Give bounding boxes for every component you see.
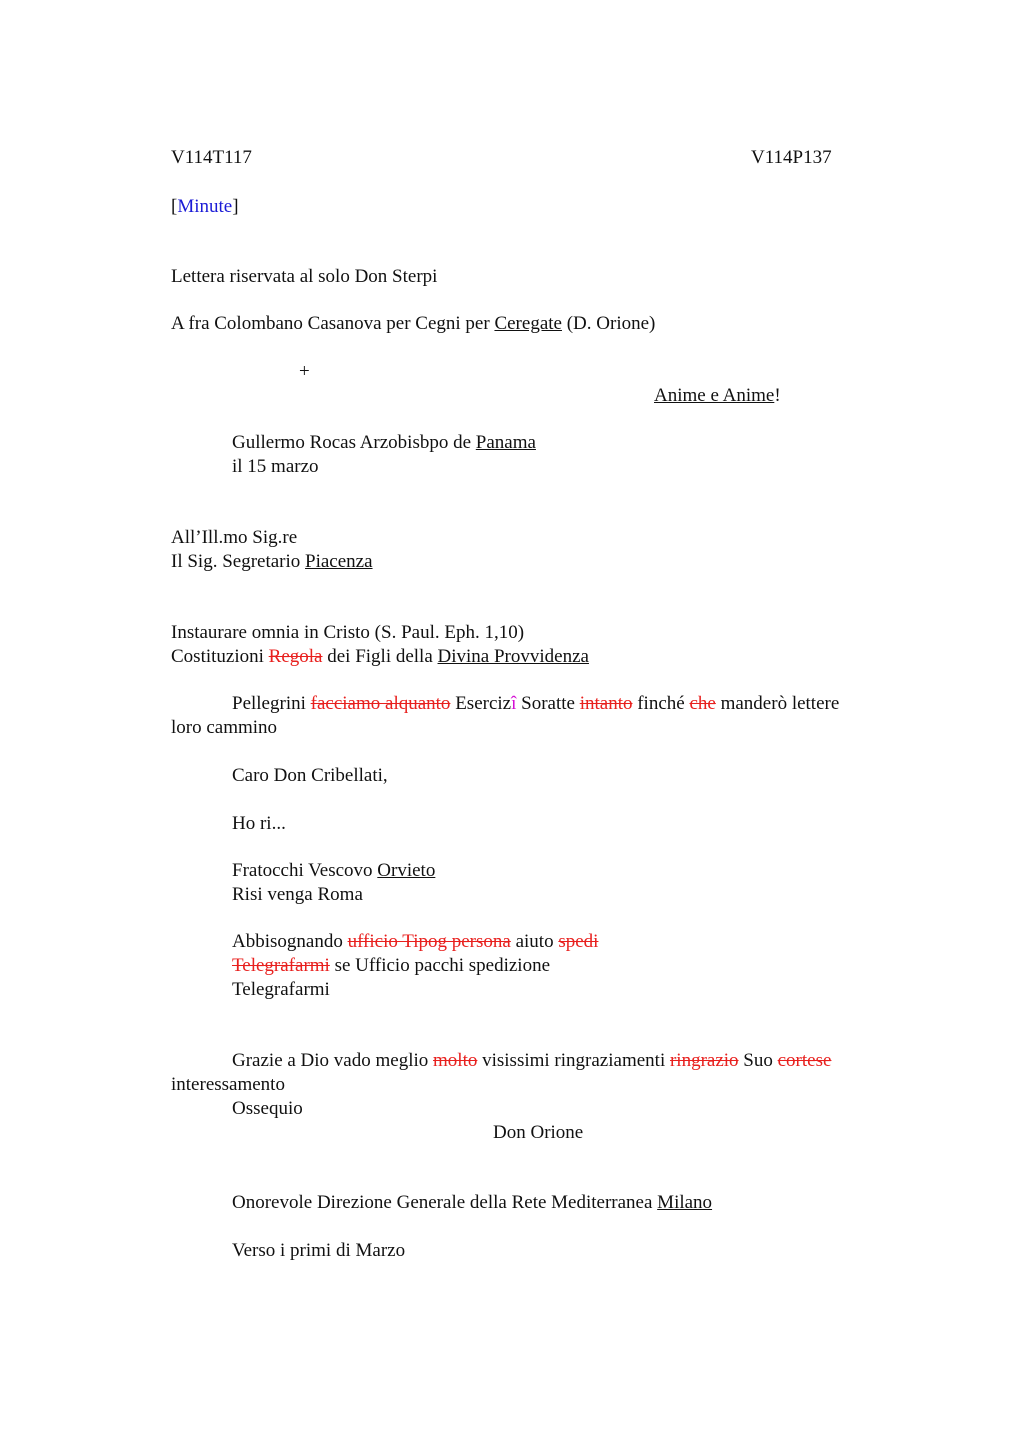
signature: Don Orione — [493, 1122, 584, 1143]
line-onorevole: Onorevole Direzione Generale della Rete Mediterranea Milano — [232, 1192, 713, 1213]
line-anime: Anime e Anime! — [654, 385, 781, 406]
line-risi: Risi venga Roma — [232, 884, 363, 905]
place-orvieto: Orvieto — [377, 860, 436, 881]
line-colombano: A fra Colombano Casanova per Cegni per Ceregate (D. Orione) — [171, 313, 656, 334]
line-pellegrini-cont: loro cammino — [171, 717, 278, 738]
line-costituzioni: Costituzioni Regola dei Figli della Divina Provvidenza — [171, 646, 589, 667]
line-verso: Verso i primi di Marzo — [232, 1240, 406, 1261]
header-right-code: V114P137 — [751, 147, 832, 168]
minute-link[interactable]: Minute — [177, 196, 233, 217]
line-grazie: Grazie a Dio vado meglio molto visissimi ringraziamenti ringrazio Suo cortese — [232, 1050, 832, 1071]
line-grazie-cont: interessamento — [171, 1074, 285, 1095]
line-telegrafarmi-1: Telegrafarmi se Ufficio pacchi spedizione — [232, 955, 551, 976]
line-gullermo: Gullermo Rocas Arzobisbpo de Panama — [232, 432, 536, 453]
place-piacenza: Piacenza — [305, 551, 373, 572]
cross-mark: + — [299, 361, 310, 382]
line-caro: Caro Don Cribellati, — [232, 765, 388, 786]
line-segretario: Il Sig. Segretario Piacenza — [171, 551, 373, 572]
line-ossequio: Ossequio — [232, 1098, 303, 1119]
place-ceregate: Ceregate — [494, 313, 562, 334]
line-telegrafarmi-2: Telegrafarmi — [232, 979, 330, 1000]
place-panama: Panama — [475, 432, 536, 453]
line-fratocchi: Fratocchi Vescovo Orvieto — [232, 860, 436, 881]
line-date: il 15 marzo — [232, 456, 319, 477]
place-milano: Milano — [657, 1192, 713, 1213]
line-ill: All’Ill.mo Sig.re — [171, 527, 298, 548]
line-riservata: Lettera riservata al solo Don Sterpi — [171, 266, 438, 287]
line-hori: Ho ri... — [232, 813, 286, 834]
line-instaurare: Instaurare omnia in Cristo (S. Paul. Eph. 1,10) — [171, 622, 525, 643]
header-left-code: V114T117 — [171, 147, 252, 168]
minute-tag: [Minute] — [171, 196, 239, 217]
line-abbisognando: Abbisognando ufficio Tipog persona aiuto spedi — [232, 931, 599, 952]
line-pellegrini: Pellegrini facciamo alquanto Esercizî Soratte intanto finché che manderò lettere — [232, 693, 840, 714]
